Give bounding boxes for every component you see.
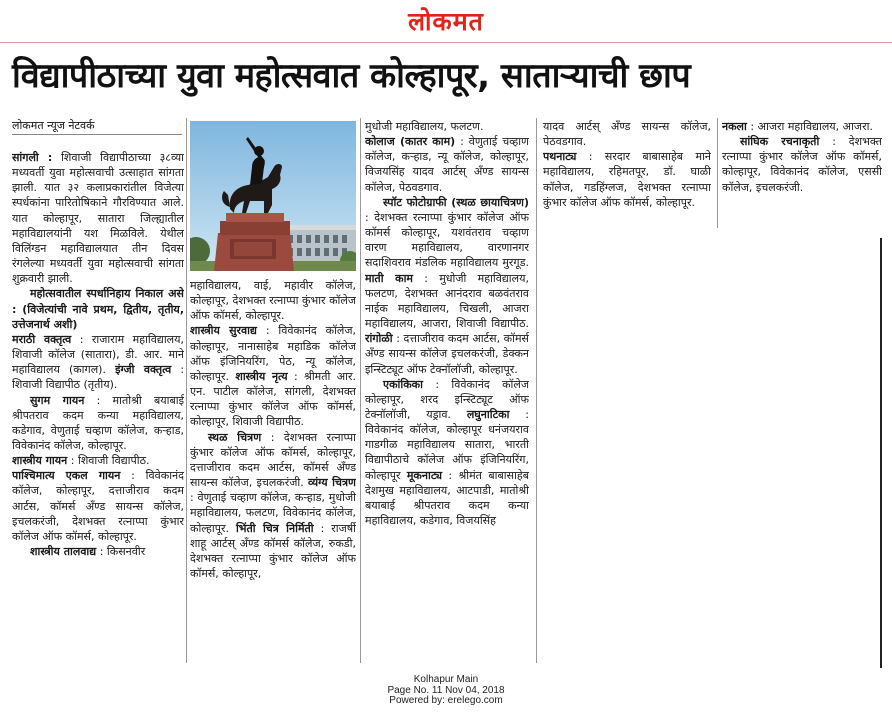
result-shastriya: शास्त्रीय गायन : शिवाजी विद्यापीठ. (12, 454, 150, 468)
page-footer (0, 675, 892, 707)
result-sanghik: सांघिक रचनाकृती : देशभक्त रत्नाप्पा कुंभार कॉलेज ऑफ कॉमर्स, कोल्हापूर, विवेकानंद कॉलेज, एससी कॉलेज, इचलकरंजी. (722, 135, 882, 194)
result-taal-continued: महाविद्यालय, वाई, महावीर कॉलेज, कोल्हापूर, देशभक्त रत्नाप्पा कुंभार कॉलेज ऑफ कॉमर्स, कोल्हापूर. (190, 279, 356, 323)
result-spot-photography: स्पॉट फोटोग्राफी (स्थळ छायाचित्रण) : देशभक्त रत्नाप्पा कुंभार कॉलेज ऑफ कॉमर्स कोल्हापूर, यशवंतराव चव्हाण वारण महाविद्यालय, वारणानगर सदाशिवराव मंडलिक महाविद्यालय मुरगूड. माती काम : मुधोजी महाविद्यालय, फलटण, देशभक्त आनंदराव बळवंतराव नाईक महाविद्यालय, चिखली, आजरा महाविद्यालय, आजरा, शिवाजी विद्यापीठ. रांगोळी : दत्ताजीराव कदम आर्टस, कॉमर्स अँण्ड सायन्स कॉलेज इचलकरंजी, डेक्कन इन्स्टिट्यूट ऑफ टेक्नॉलॉजी, कोल्हापूर. (365, 195, 529, 376)
results-heading: महोत्सवातील स्पर्धानिहाय निकाल असे : (विजेत्यांची नावे प्रथम, द्वितीय, तृतीय, उत्तेजनार्थ अशी) (12, 287, 184, 331)
result-collage: कोलाज (कातर काम) : वेणुताई चव्हाण कॉलेज, कऱ्हाड, न्यू कॉलेज, कोल्हापूर, विजयसिंह यादव आर्टस् अँण्ड सायन्स कॉलेज, पेठवडगाव. (365, 135, 529, 194)
edition-name: Kolhapur Main (413, 674, 479, 685)
result-sthal-chitran: स्थळ चित्रण : देशभक्त रत्नाप्पा कुंभार कॉलेज ऑफ कॉमर्स, कोल्हापूर, दत्ताजीराव कदम आर्टस, कॉमर्स अँण्ड सायन्स कॉलेज, इचलकरंजी. व्यंग्य चित्रण : वेणुताई चव्हाण कॉलेज, कऱ्हाड, मुधोजी महाविद्यालय, फलटण, विवेकानंद कॉलेज, कोल्हापूर. भिंती चित्र निर्मिती : राजर्षी शाहू आर्टस् अँण्ड कॉमर्स कॉलेज, रुकडी, देशभक्त रत्नाप्पा कुंभार कॉलेज ऑफ कॉमर्स, कोल्हापूर, (190, 430, 356, 580)
page-edge-bar (880, 238, 882, 668)
result-western: पाश्चिमात्य एकल गायन : विवेकानंद कॉलेज, कोल्हापूर, दत्ताजीराव कदम आर्टस, कॉमर्स अँण्ड सायन्स कॉलेज, इचलकरंजी, देशभक्त रत्नाप्पा कुंभार कॉलेज ऑफ कॉमर्स, कोल्हापूर. (12, 469, 184, 543)
result-bhinti-continued: मुधोजी महाविद्यालय, फलटण. (365, 120, 484, 133)
lokmat-logo: लोकमत (408, 7, 484, 36)
byline: लोकमत न्यूज नेटवर्क (12, 119, 95, 132)
article-column-4 (543, 119, 711, 259)
article-column-5 (722, 119, 882, 259)
article-column-1 (12, 150, 184, 665)
masthead (0, 0, 892, 44)
result-taal: शास्त्रीय तालवाद्य : किसनवीर (30, 545, 146, 559)
result-mook-continued: यादव आर्टस् अँण्ड सायन्स कॉलेज, पेठवडगाव. (543, 120, 711, 149)
result-marathi: मराठी वक्तृत्व : राजाराम महाविद्यालय, शिवाजी कॉलेज (सातारा), डी. आर. माने महाविद्यालय (कागल). इंग्जी वक्तृत्व : शिवाजी विद्यापीठ (तृतीय). (12, 332, 184, 392)
column-divider (360, 118, 361, 663)
statue-photo (190, 121, 356, 271)
article-headline: विद्यापीठाच्या युवा महोत्सवात कोल्हापूर, साताऱ्याची छाप (12, 56, 691, 96)
masthead-divider (0, 42, 892, 43)
article-column-2 (190, 278, 356, 665)
article-column-3 (365, 119, 529, 665)
powered-by: Powered by: erelego.com (389, 695, 503, 706)
byline-divider (12, 134, 182, 135)
result-suravadya: शास्त्रीय सुरवाद्य : विवेकानंद कॉलेज, कोल्हापूर, नानासाहेब महाडिक कॉलेज ऑफ इंजिनियरिंग, पेठ, न्यू कॉलेज, कोल्हापूर. शास्त्रीय नृत्य : श्रीमती आर. एन. पाटील कॉलेज, सांगली, देशभक्त रत्नाप्पा कुंभार कॉलेज ऑफ कॉमर्स, कोल्हापूर, शिवाजी विद्यापीठ. (190, 324, 356, 429)
result-nakla: नकला : आजरा महाविद्यालय, आजरा. (722, 120, 873, 133)
intro-paragraph: सांगली : शिवाजी विद्यापीठाच्या ३८व्या मध्यवर्ती युवा महोत्सवाची उत्साहात सांगता झाली. यात ३२ कलाप्रकारांतील विजेत्या स्पर्धकांना पारितोषिकाने गौरविण्यात आले. यात कोल्हापूर, सातारा जिल्ह्यातील महाविद्यालयांनी यश मिळविले. येथील विलिंग्डन महाविद्यालयात तीन दिवस रंगलेल्या मध्यवर्ती युवा महोत्सवाची सांगता शुक्रवारी झाली. (12, 151, 184, 286)
equestrian-statue-image (190, 121, 356, 271)
column-divider (717, 118, 718, 228)
page-date: Page No. 11 Nov 04, 2018 (387, 684, 505, 696)
result-pathnatya: पथनाट्य : सरदार बाबासाहेब माने महाविद्यालय, रहिमतपूर, डॉ. घाळी कॉलेज, गडहिंग्लज, देशभक्त रत्नाप्पा कुंभार कॉलेज ऑफ कॉमर्स, कोल्हापूर. (543, 150, 711, 209)
result-ekankika: एकांकिका : विवेकानंद कॉलेज कोल्हापूर, शरद इन्स्टिट्यूट ऑफ टेक्नॉलॉजी, यड्राव. लघुनाटिका : विवेकानंद कॉलेज, कोल्हापूर धनंजयराव गाडगीळ महाविद्यालय सातारा, भारती विद्यापीठाचे कॉलेज ऑफ इंजिनियरिंग, कोल्हापूर मूकनाट्य : श्रीमंत बाबासाहेब देशमुख महाविद्यालय, आटपाडी, मातोश्री बयाबाई श्रीपतराव कदम कन्या महाविद्यालय, कडेगाव, विजयसिंह (365, 377, 529, 528)
dateline: सांगली : (12, 151, 53, 164)
result-sugam: सुगम गायन : मातोश्री बयाबाई श्रीपतराव कदम कन्या महाविद्यालय, कडेगाव, वेणुताई चव्हाण कॉलेज, कऱ्हाड, विवेकानंद कॉलेज, कोल्हापूर. (12, 393, 184, 452)
column-divider (186, 118, 187, 663)
column-divider (536, 118, 537, 663)
